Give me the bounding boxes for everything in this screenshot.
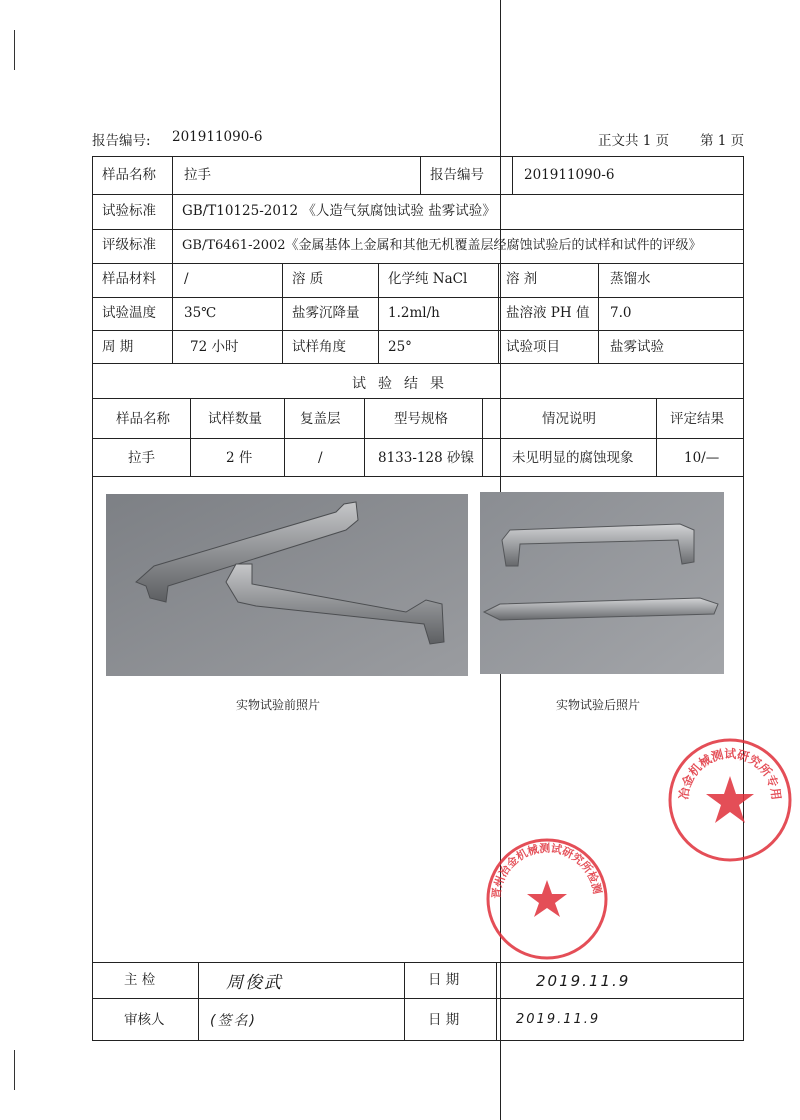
after-caption: 实物试验后照片 [556,698,641,712]
grade-label: 评级标准 [102,237,156,253]
report-number-label: 报告编号: [92,133,151,149]
grade-standard: GB/T6461-2002《金属基体上金属和其他无机覆盖层经腐蚀试验后的试样和试件的评级》 [182,238,702,253]
margin-mark [14,30,15,70]
ph-label: 盐溶液 PH 值 [506,305,590,321]
cell-model: 8133-128 砂镍 [378,450,474,466]
col-model: 型号规格 [394,411,448,427]
solvent-label: 溶 剂 [506,271,538,287]
date-label-2: 日 期 [428,1012,460,1028]
inspector-signature: 周俊武 [226,973,283,993]
stamp-seal-large [484,836,610,962]
col-coating: 复盖层 [300,411,341,427]
sample-name-label: 样品名称 [102,167,156,183]
period-label: 周 期 [102,339,134,355]
col-result: 评定结果 [670,411,724,427]
temperature: 35℃ [184,305,217,321]
cell-result: 10/— [684,450,720,466]
svg-text:晋州冶金机械测试研究所检测专用章: 晋州冶金机械测试研究所检测 [489,841,604,900]
material-label: 样品材料 [102,271,156,287]
page-number: 第 1 页 [700,133,745,149]
cell-sample-name: 拉手 [128,450,155,466]
test-standard: GB/T10125-2012 《人造气氛腐蚀试验 盐雾试验》 [182,203,496,219]
solvent: 蒸馏水 [610,271,651,287]
angle: 25° [388,339,412,355]
test-item: 盐雾试验 [610,339,664,355]
angle-label: 试样角度 [292,339,346,355]
reviewer-label: 审核人 [124,1012,165,1028]
temp-label: 试验温度 [102,305,156,321]
col-sample-name: 样品名称 [116,411,170,427]
solute-label: 溶 质 [292,271,324,287]
svg-text:冶金机械测试研究所专用章: 冶金机械测试研究所专用 [676,746,784,801]
photo-after-test [480,492,724,674]
report-number-label-2: 报告编号 [430,167,484,183]
date-2: 2019.11.9 [516,1012,601,1027]
test-item-label: 试验项目 [506,339,560,355]
date-label-1: 日 期 [428,972,460,988]
settle-rate: 1.2ml/h [388,305,440,321]
total-pages: 正文共 1 页 [598,133,670,149]
col-description: 情况说明 [542,411,596,427]
col-quantity: 试样数量 [208,411,262,427]
material: / [184,271,189,287]
cell-description: 未见明显的腐蚀现象 [512,450,634,466]
inspector-label: 主 检 [124,972,156,988]
before-caption: 实物试验前照片 [236,698,321,712]
cell-quantity: 2 件 [226,450,253,466]
results-title: 试验结果 [352,376,456,392]
stamp-seal-small [666,736,794,864]
photo-before-test [106,494,468,676]
solute: 化学纯 NaCl [388,271,468,287]
sample-name: 拉手 [184,167,211,183]
report-number-2: 201911090-6 [524,167,615,183]
period: 72 小时 [190,339,239,355]
report-number: 201911090-6 [172,129,263,145]
ph-value: 7.0 [610,305,632,321]
cell-coating: / [318,450,323,466]
date-1: 2019.11.9 [536,972,631,990]
reviewer-signature: (签名) [210,1013,257,1029]
standard-label: 试验标准 [102,203,156,219]
margin-mark [14,1050,15,1090]
settle-label: 盐雾沉降量 [292,305,360,321]
